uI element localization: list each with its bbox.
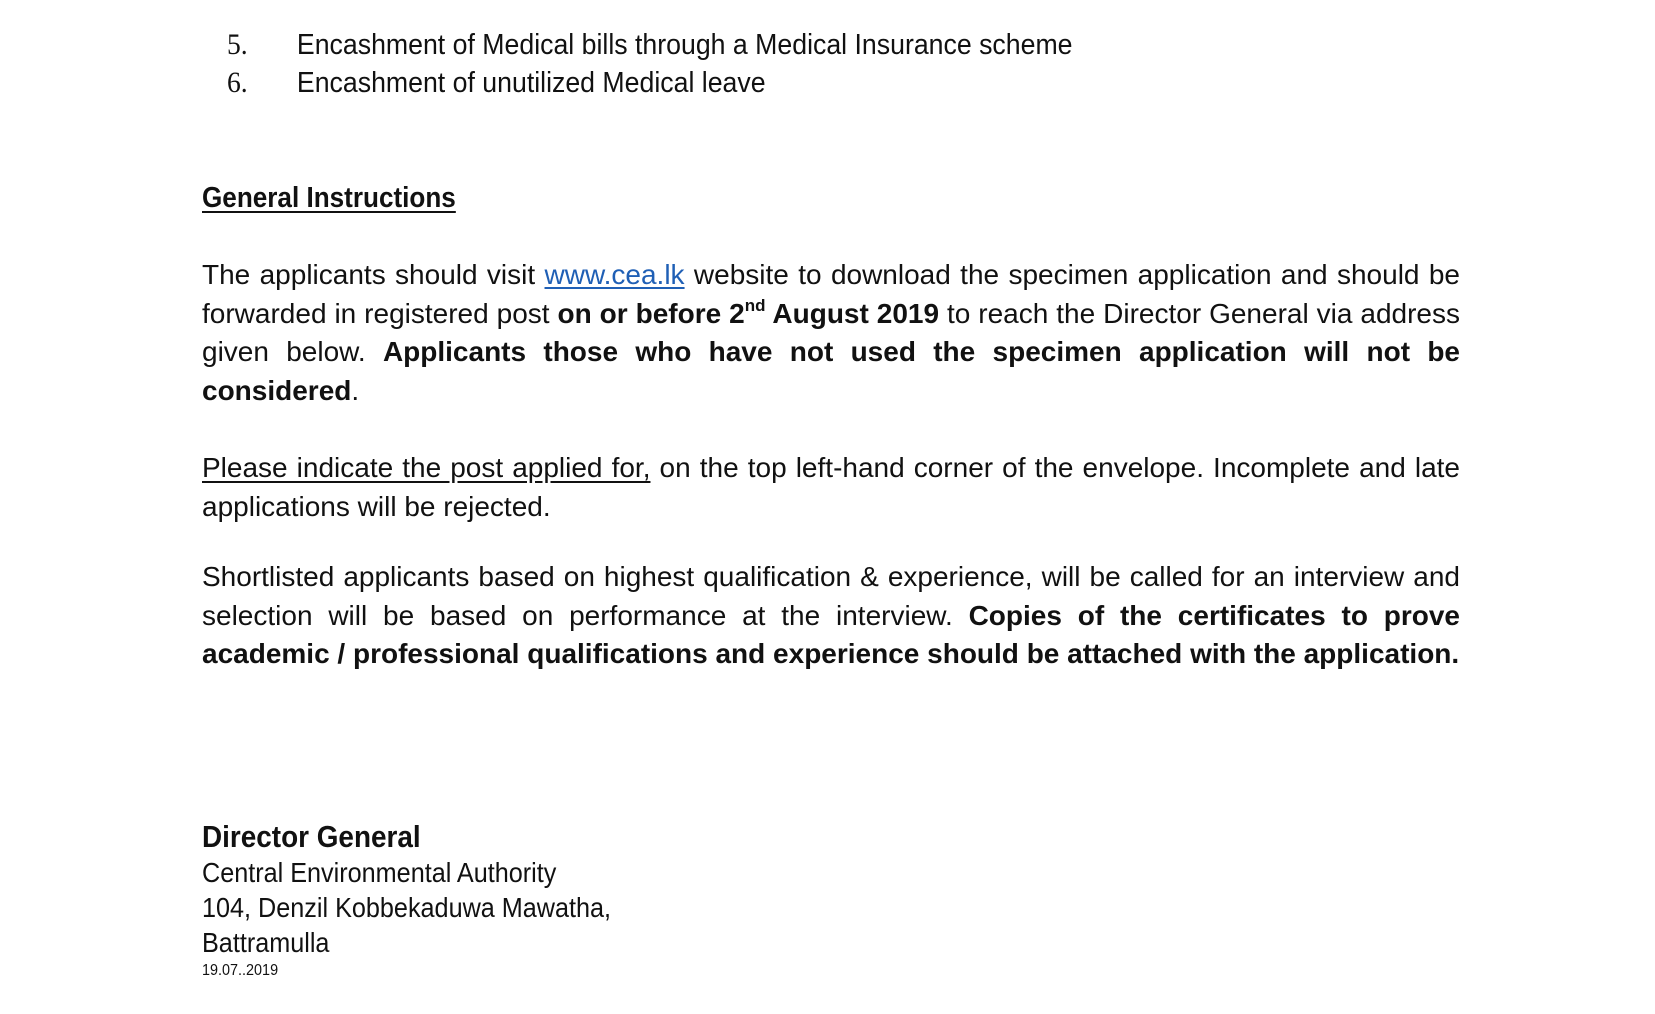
signature-block [202,818,611,982]
text-run: on the top left-hand corner of the envelope. Incomplete and late applications will be rejected. [202,452,1460,522]
list-item [227,28,1147,66]
list-item-text: Encashment of Medical bills through a Medical Insurance scheme [296,29,1073,61]
ordinal-suffix: nd [744,295,766,315]
specimen-warning: Applicants those who have not used the specimen application will not be considered [202,336,1461,406]
general-instructions-heading: General Instructions [202,182,456,214]
text-run: The applicants should visit [202,259,545,290]
list-item-number: 5. [227,28,248,61]
text-run: website to download the specimen application and should be forwarded in registered post [202,259,1460,329]
document-date: 19.07..2019 [202,962,279,979]
signatory-title: Director General [202,819,421,854]
list-item [227,66,1147,104]
text-run: Shortlisted applicants based on highest qualification & experience, will be called for an interview and selection will be based on performance at the interview. [202,561,1460,631]
list-item-text: Encashment of unutilized Medical leave [296,67,766,99]
cea-website-link[interactable]: www.cea.lk [544,259,685,290]
shortlisting-paragraph [202,558,1460,674]
address-line: Battramulla [202,927,330,958]
application-instructions-paragraph [202,256,1460,410]
list-item-number: 6. [227,66,248,99]
text-run: to reach the Director General via address given below. [202,297,1460,367]
deadline-date: August 2019 [765,297,940,329]
post-indication-underlined: Please indicate the post applied for, [202,452,651,483]
text-run: . [351,374,360,406]
address-line: Central Environmental Authority [202,857,557,888]
certificates-requirement: Copies of the certificates to prove academic / professional qualifications and experience should be attached with the application. [202,599,1460,669]
numbered-list [227,28,1227,104]
deadline-text: on or before 2 [557,297,745,329]
address-line: 104, Denzil Kobbekaduwa Mawatha, [202,892,612,923]
post-indication-paragraph [202,449,1460,526]
